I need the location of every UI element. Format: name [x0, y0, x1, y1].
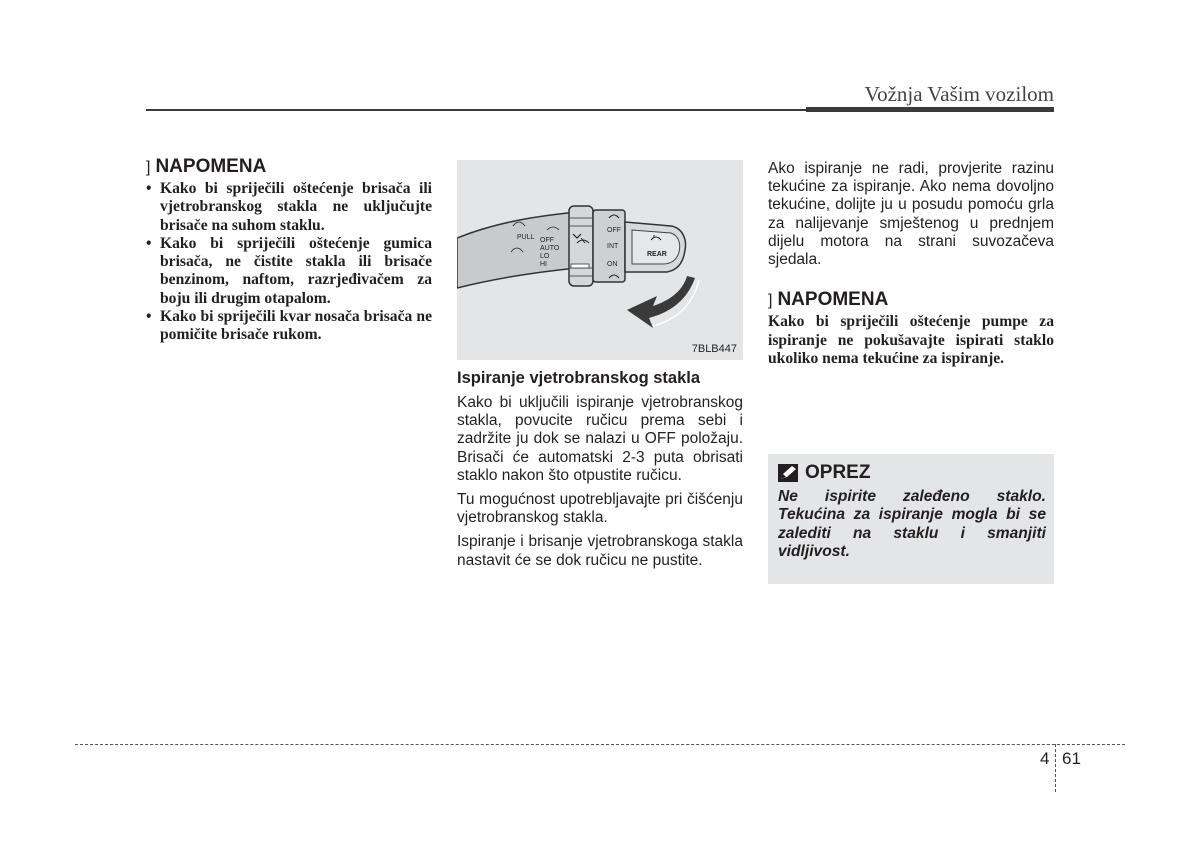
- body-paragraph: Tu mogućnost upotrebljavajte pri čišćenju vjetrobranskog stakla.: [457, 491, 743, 527]
- figure-code: 7BLB447: [691, 343, 737, 355]
- body-paragraph: Ako ispiranje ne radi, provjerite razinu tekućine za ispiranje. Ako nema dovoljno tekućine, dolijte ju u posudu pomoću grla za nalijevanje smještenog u prednjem dijelu motora na strani suvozačeva sjedala.: [768, 160, 1054, 269]
- note-marker: ]: [146, 159, 151, 176]
- label-hi: HI: [540, 261, 547, 268]
- wiper-stalk-illustration: [457, 160, 743, 360]
- section-heading: Ispiranje vjetrobranskog stakla: [457, 369, 701, 387]
- label-on: ON: [607, 261, 618, 268]
- label-auto: AUTO: [540, 245, 560, 252]
- left-note-list: [146, 180, 432, 345]
- footer-rule: [75, 744, 1125, 745]
- header-rule-accent: [806, 107, 1054, 112]
- label-off-right: OFF: [607, 227, 621, 234]
- page-header-title: Vožnja Vašim vozilom: [864, 82, 1054, 106]
- middle-column: [457, 160, 743, 576]
- caution-text: Ne ispirite zaleđeno staklo. Tekućina za ispiranje mogla bi se zalediti na staklu i smanjiti vidljivost.: [778, 488, 1046, 560]
- label-rear: REAR: [647, 251, 667, 258]
- label-lo: LO: [540, 253, 550, 260]
- right-note-heading: ] NAPOMENA: [768, 289, 889, 311]
- left-note-heading: ] NAPOMENA: [146, 156, 267, 177]
- body-paragraph: Ispiranje i brisanje vjetrobranskoga stakla nastavit će se dok ručicu ne pustite.: [457, 533, 743, 569]
- wiper-stalk-figure: [457, 160, 743, 360]
- caution-pencil-icon: [778, 464, 798, 482]
- right-note-text: Kako bi spriječili oštećenje pumpe za ispiranje ne pokušavajte ispirati staklo ukoliko nema tekućine za ispiranje.: [768, 313, 1054, 367]
- page-number: 61: [1062, 749, 1081, 768]
- label-pull: PULL: [517, 234, 535, 241]
- caution-heading: OPREZ: [778, 462, 1046, 484]
- list-item: • Kako bi spriječili oštećenje gumica brisača, ne čistite stakla ili brisače benzinom, naftom, razrjeđivačem za boju ili drugim otapalom.: [146, 235, 432, 308]
- footer-divider: [1055, 744, 1056, 792]
- label-int: INT: [607, 243, 619, 250]
- note-marker: ]: [768, 292, 773, 310]
- body-paragraph: Kako bi uključili ispiranje vjetrobranskog stakla, povucite ručicu prema sebi i zadržite ju dok se nalazi u OFF položaju. Brisači će automatski 2-3 puta obrisati staklo nakon što otpustite ručicu.: [457, 394, 743, 484]
- list-item: • Kako bi spriječili kvar nosača brisača ne pomičite brisače rukom.: [146, 308, 432, 345]
- right-column: [768, 160, 1054, 368]
- left-column: [146, 156, 432, 345]
- label-off-left: OFF: [540, 237, 554, 244]
- chapter-number: 4: [1040, 749, 1050, 768]
- caution-box: [768, 454, 1054, 584]
- list-item: • Kako bi spriječili oštećenje brisača ili vjetrobranskog stakla ne uključujte brisače na suhom staklu.: [146, 180, 432, 235]
